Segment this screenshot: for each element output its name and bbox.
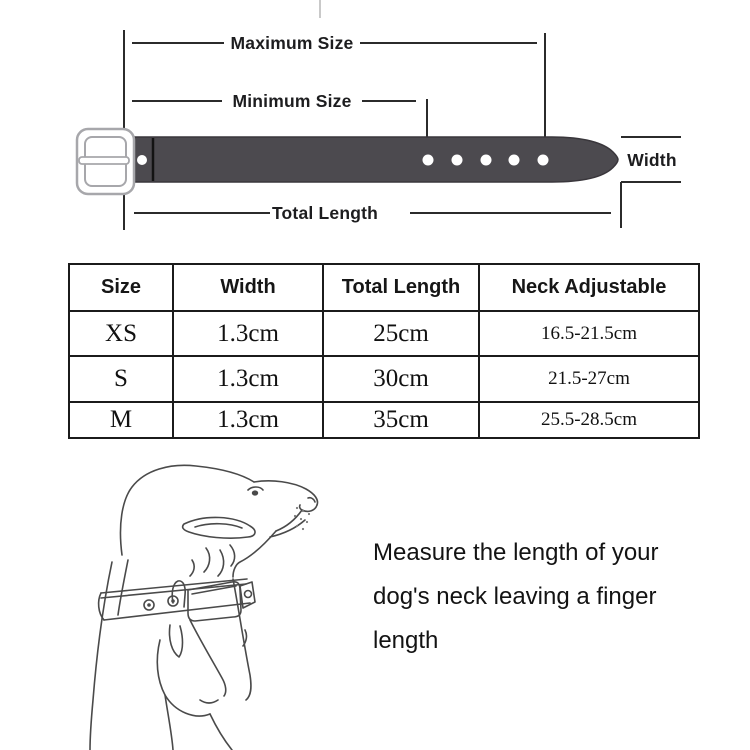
instruction-line: length [373, 627, 439, 654]
table-row-m [69, 402, 699, 438]
size-table [68, 263, 700, 439]
dog-muzzle [254, 481, 318, 505]
cell-width: 1.3cm [173, 311, 323, 356]
dog-with-collar-illustration [80, 460, 400, 750]
wrist-right [210, 714, 232, 750]
instruction-line: Measure the length of your [373, 539, 659, 566]
measuring-instruction [373, 531, 693, 663]
cell-size: XS [69, 311, 173, 356]
dog-head-outline [120, 465, 254, 555]
header-neck-adjustable: Neck Adjustable [479, 264, 699, 311]
total-length-label: Total Length [271, 203, 379, 223]
cell-total-length: 25cm [323, 311, 479, 356]
maximum-size-label: Maximum Size [230, 33, 354, 53]
dog-lip [276, 510, 302, 531]
cell-neck-adjustable: 16.5-21.5cm [479, 311, 699, 356]
instruction-line: dog's neck leaving a finger [373, 583, 657, 610]
measurement-lines [124, 30, 681, 230]
minimum-size-label: Minimum Size [232, 91, 352, 111]
width-label: Width [627, 150, 677, 170]
cell-neck-adjustable: 25.5-28.5cm [479, 402, 699, 438]
dog-eye [252, 490, 258, 495]
dog-mouth [270, 520, 305, 537]
size-table-header-row [69, 264, 699, 311]
cell-neck-adjustable: 21.5-27cm [479, 356, 699, 402]
cell-size: S [69, 356, 173, 402]
dog-chest-left [90, 562, 112, 750]
cell-width: 1.3cm [173, 356, 323, 402]
cell-size: M [69, 402, 173, 438]
cell-total-length: 35cm [323, 402, 479, 438]
table-row-s [69, 356, 699, 402]
header-width: Width [173, 264, 323, 311]
belt-buckle [77, 129, 134, 194]
table-row-xs [69, 311, 699, 356]
index-finger [190, 620, 226, 696]
header-total-length: Total Length [323, 264, 479, 311]
cell-total-length: 30cm [323, 356, 479, 402]
cell-width: 1.3cm [173, 402, 323, 438]
dog-ear [183, 517, 255, 538]
header-size: Size [69, 264, 173, 311]
thumb [169, 625, 182, 657]
hand-outline [157, 640, 210, 716]
